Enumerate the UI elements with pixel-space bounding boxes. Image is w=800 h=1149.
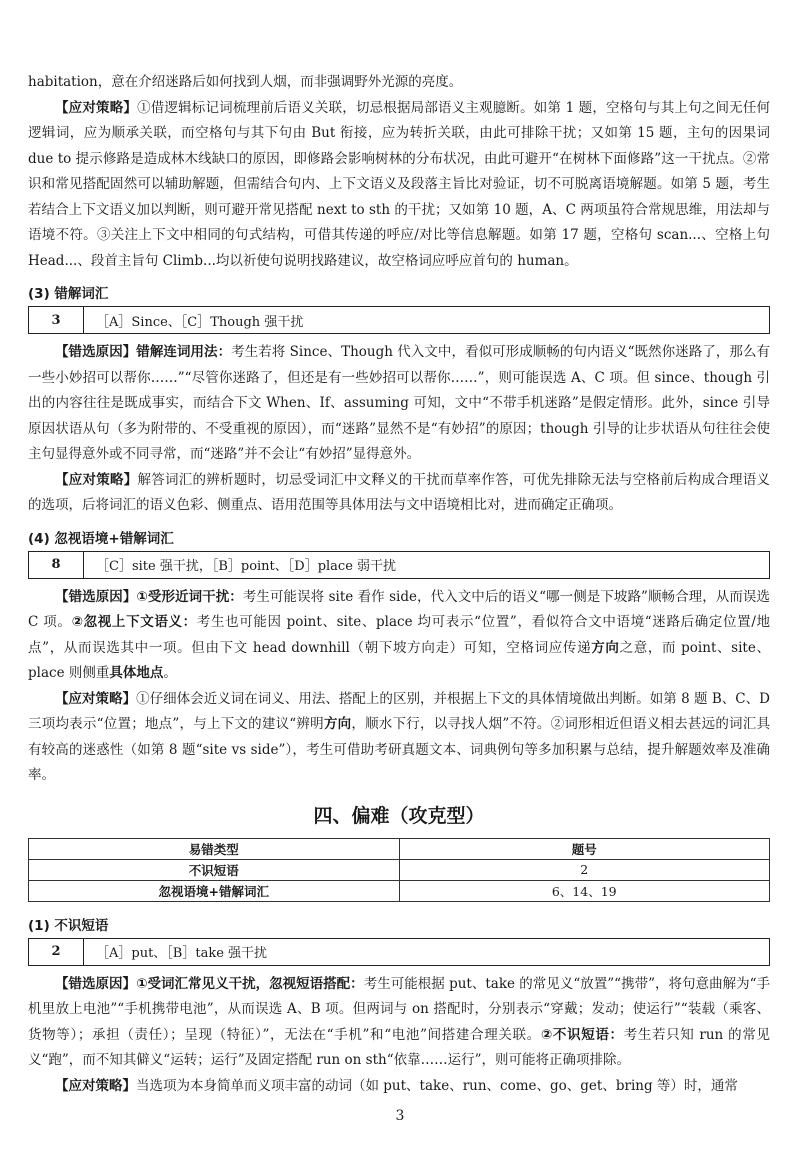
- question-item-2: [28, 938, 770, 966]
- table-row: [29, 859, 770, 880]
- strategy-text-b: ，顺水下行，以寻找人烟”不符。②词形相近但语义相去甚远的词汇具有较高的迷惑性（如第 8 题“site vs side”），考生可借助考研真题文本、词典例句等多加积累与总结，提升解题效率及准确率。: [28, 716, 770, 783]
- strategy-bold-direction: 方向: [323, 716, 352, 732]
- strategy-text: 当选项为本身简单而义项丰富的动词（如 put、take、run、come、go、get、bring 等）时，通常: [136, 1077, 738, 1094]
- question-distractors: ［A］put、［B］take 强干扰: [96, 946, 268, 961]
- table-cell: 6、14、19: [399, 880, 770, 901]
- section-heading-1: (1) 不识短语: [28, 917, 109, 934]
- strategy-text: ①借逻辑标记词梳理前后语义关联，切忌根据局部语义主观臆断。如第 1 题，空格句与其上句之间无任何逻辑词，应为顺承关联，而空格句与其下句由 But 衔接，应为转折关联，由此可排除干扰；又如第 15 题，主句的因果词 due to 提示修路是造成林木线缺口的原因，即修路会影响树林的分布状况，由此可避开“在树林下面修路”这一干扰点。②常识和常见搭配固然可以辅助解题，但需结合句内、上下文语义及段落主旨比对验证，切不可脱离语境解题。如第 5 题，考生若结合上下文语义加以判断，则可避开常见搭配 next to sth 的干扰；又如第 10 题，A、C 两项虽符合常规思维，用法却与语境不符。③关注上下文中相同的句式结构，可借其传递的呼应/对比等信息解题。如第 17 题，空格句 scan...、空格上句 Head...、段首主旨句 Climb...均以祈使句说明找路建议，故空格词应呼应首句的 human。: [28, 99, 771, 269]
- reason-bold-2: ②忽视上下文语义：: [71, 614, 197, 630]
- reason-label: 【错选原因】: [55, 588, 137, 605]
- question-item-3: [28, 306, 770, 334]
- strategy-paragraph-4: [28, 687, 770, 789]
- table-header: 题号: [399, 838, 770, 859]
- reason-bold: 错解连词用法：: [136, 344, 232, 360]
- table-header: 易错类型: [29, 838, 400, 859]
- strategy-paragraph-1: [28, 96, 770, 275]
- page-number: 3: [395, 1108, 405, 1124]
- strategy-label: 【应对策略】: [55, 690, 137, 707]
- question-item-8: [28, 551, 770, 579]
- intro-line: habitation，意在介绍迷路后如何找到人烟，而非强调野外光源的亮度。: [28, 74, 463, 90]
- reason-bold-2: ②不识短语：: [540, 1026, 624, 1043]
- table-row: [29, 880, 770, 901]
- strategy-label: 【应对策略】: [55, 1077, 136, 1094]
- question-distractors: ［C］site 强干扰，［B］point、［D］place 弱干扰: [96, 559, 397, 574]
- strategy-paragraph-3: [28, 468, 770, 519]
- table-cell: 不识短语: [29, 859, 400, 880]
- page-content: [28, 70, 770, 1099]
- reason-text-2c: 。: [163, 665, 177, 681]
- table-cell: 2: [399, 859, 770, 880]
- reason-text-1: 考生可能根据 put、take 的常见义“放置”“携带”，将句意曲解为“手机里放上电池”“手机携带电池”，从而误选 A、B 项。但两词与 on 搭配时，分别表示“穿戴；发动；使运行”“装载（乘客、货物等）；承担（责任）；呈现（特征）”，无法在“手机”和“电池”间搭建合理关联。: [28, 975, 771, 1043]
- table-header-row: [29, 838, 770, 859]
- reason-paragraph-3: [28, 340, 770, 468]
- strategy-paragraph-final: [28, 1074, 770, 1100]
- section-heading-3: (3) 错解词汇: [28, 286, 109, 302]
- question-number: 3: [29, 307, 84, 333]
- part-title: 四、偏难（攻克型）: [313, 804, 485, 827]
- question-number: 2: [29, 939, 84, 965]
- reason-text-2: 考生若只知 run 的常见义“跑”，而不知其僻义“运转；运行”及固定搭配 run on sth“依靠……运行”，则可能将正确项排除。: [28, 1026, 770, 1068]
- reason-text-2a: 考生也可能因 point、site、place 均可表示“位置”，看似符合文中语境“迷路后确定位置/地点”，从而误选其中一项。但由下文 head downhill（朝下坡方向走）可知，空格词应传递: [28, 614, 771, 656]
- reason-text-2b: 之意，而 point、site、place 则侧重: [28, 639, 771, 681]
- reason-paragraph-4: [28, 585, 770, 687]
- reason-bold-1: ①受形近词干扰：: [136, 588, 243, 605]
- error-type-table: [28, 838, 770, 902]
- strategy-text-a: ①仔细体会近义词在词义、用法、搭配上的区别，并根据上下文的具体情境做出判断。如第 8 题 B、C、D 三项均表示“位置；地点”，与上下文的建议“辨明: [28, 690, 770, 732]
- reason-bold-1: ①受词汇常见义干扰，忽视短语搭配：: [136, 975, 364, 992]
- section-heading-4: (4) 忽视语境+错解词汇: [28, 530, 174, 547]
- reason-text-1: 考生可能误将 site 看作 side，代入文中后的语义“哪一侧是下坡路”顺畅合理，从而误选 C 项。: [28, 588, 770, 630]
- reason-paragraph-1: [28, 972, 770, 1074]
- reason-text: 考生若将 Since、Though 代入文中，看似可形成顺畅的句内语义“既然你迷路了，那么有一些小妙招可以帮你……”“尽管你迷路了，但还是有一些妙招可以帮你……”，则可能误选 A、C 项。但 since、though 引出的内容往往是既成事实，而结合下文 When、If、assuming 可知，文中“不带手机迷路”是假定情形。此外，since 引导原因状语从句（多为附带的、不受重视的原因），而“迷路”显然不是“有妙招”的原因；though 引导的让步状语从句往往会使主句显得意外或不同寻常，而“迷路”并不会让“有妙招”显得意外。: [28, 344, 771, 462]
- reason-label: 【错选原因】: [55, 975, 137, 992]
- strategy-label: 【应对策略】: [55, 99, 138, 116]
- table-cell: 忽视语境+错解词汇: [29, 880, 400, 901]
- reason-bold-direction: 方向: [591, 639, 620, 656]
- question-distractors: ［A］Since、［C］Though 强干扰: [96, 314, 304, 330]
- reason-label: 【错选原因】: [55, 344, 137, 360]
- reason-bold-location: 具体地点: [109, 665, 164, 681]
- strategy-label: 【应对策略】: [55, 471, 138, 488]
- question-number: 8: [29, 552, 84, 578]
- strategy-text: 解答词汇的辨析题时，切忌受词汇中文释义的干扰而草率作答，可优先排除无法与空格前后构成合理语义的选项，后将词汇的语义色彩、侧重点、语用范围等具体用法与文中语境相比对，进而确定正确项。: [28, 471, 771, 513]
